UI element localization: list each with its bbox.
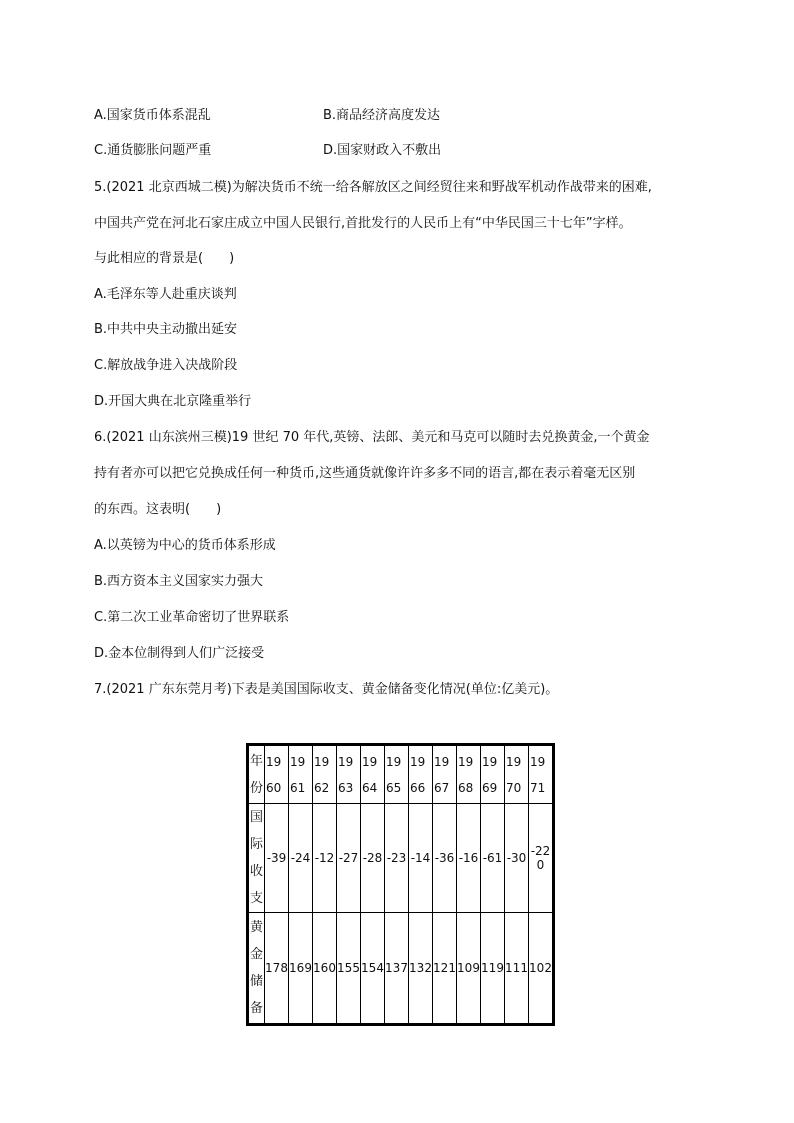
gold-cell: 137: [385, 913, 409, 1025]
balance-cell: -28: [361, 804, 385, 913]
balance-cell: -61: [481, 804, 505, 913]
q4-option-a: A.国家货币体系混乱: [94, 108, 211, 123]
q6-option-a: A.以英镑为中心的货币体系形成: [94, 538, 276, 553]
q6-stem-line2: 持有者亦可以把它兑换成任何一种货币,这些通货就像许许多多不同的语言,都在表示着毫无区别: [94, 466, 636, 481]
row-label-char: 储: [249, 974, 263, 989]
row-label-char: 支: [249, 891, 263, 906]
balance-cell: -16: [457, 804, 481, 913]
q7-stem-line1: 7.(2021 广东东莞月考)下表是美国国际收支、黄金储备变化情况(单位:亿美元)。: [94, 682, 559, 697]
year-cell: 1969: [481, 745, 505, 804]
row-label-balance: [248, 804, 265, 913]
year-cell: 1965: [385, 745, 409, 804]
balance-cell: -12: [313, 804, 337, 913]
year-cell: 1970: [505, 745, 529, 804]
q6-stem-line3: 的东西。这表明( ): [94, 502, 222, 517]
year-cell: 1971: [529, 745, 554, 804]
q6-option-c: C.第二次工业革命密切了世界联系: [94, 610, 290, 625]
gold-cell: 119: [481, 913, 505, 1025]
header-label-char: 份: [249, 780, 263, 796]
q5-option-a: A.毛泽东等人赴重庆谈判: [94, 287, 237, 302]
header-label-char: 年: [249, 753, 263, 769]
gold-cell: 155: [337, 913, 361, 1025]
year-cell: 1968: [457, 745, 481, 804]
q5-option-c: C.解放战争进入决战阶段: [94, 358, 238, 373]
q4-option-d: D.国家财政入不敷出: [323, 143, 442, 158]
table-header-row: [248, 745, 554, 804]
gold-cell: 102: [529, 913, 554, 1025]
q5-option-b: B.中共中央主动撤出延安: [94, 322, 238, 337]
gold-cell: 169: [289, 913, 313, 1025]
row-label-char: 黄: [249, 920, 263, 935]
year-cell: 1966: [409, 745, 433, 804]
gold-cell: 178: [265, 913, 289, 1025]
year-cell: 1960: [265, 745, 289, 804]
row-label-char: 备: [249, 1001, 263, 1016]
year-cell: 1964: [361, 745, 385, 804]
row-label-gold: [248, 913, 265, 1025]
row-label-char: 际: [249, 837, 263, 852]
q5-stem-line2: 中国共产党在河北石家庄成立中国人民银行,首批发行的人民币上有“中华民国三十七年”字样。: [94, 216, 632, 231]
q4-option-c: C.通货膨胀问题严重: [94, 143, 212, 158]
balance-cell: -220: [529, 804, 554, 913]
table-row-balance: [248, 804, 554, 913]
year-cell: 1963: [337, 745, 361, 804]
row-label-char: 收: [249, 864, 263, 879]
q6-option-d: D.金本位制得到人们广泛接受: [94, 646, 265, 661]
header-label-cell: [248, 745, 265, 804]
q5-stem-line3: 与此相应的背景是( ): [94, 251, 235, 266]
gold-cell: 160: [313, 913, 337, 1025]
gold-cell: 121: [433, 913, 457, 1025]
q4-option-b: B.商品经济高度发达: [323, 108, 441, 123]
balance-cell: -39: [265, 804, 289, 913]
q6-option-b: B.西方资本主义国家实力强大: [94, 574, 264, 589]
row-label-char: 国: [249, 810, 263, 825]
gold-cell: 111: [505, 913, 529, 1025]
balance-cell: -24: [289, 804, 313, 913]
q6-stem-line1: 6.(2021 山东滨州三模)19 世纪 70 年代,英镑、法郎、美元和马克可以随时去兑换黄金,一个黄金: [94, 430, 650, 445]
year-cell: 1967: [433, 745, 457, 804]
q5-stem-line1: 5.(2021 北京西城二模)为解决货币不统一给各解放区之间经贸往来和野战军机动作战带来的困难,: [94, 180, 652, 195]
q5-option-d: D.开国大典在北京隆重举行: [94, 394, 252, 409]
balance-cell: -30: [505, 804, 529, 913]
balance-cell: -14: [409, 804, 433, 913]
gold-cell: 132: [409, 913, 433, 1025]
year-cell: 1961: [289, 745, 313, 804]
gold-cell: 154: [361, 913, 385, 1025]
balance-cell: -27: [337, 804, 361, 913]
year-cell: 1962: [313, 745, 337, 804]
row-label-char: 金: [249, 947, 263, 962]
gold-cell: 109: [457, 913, 481, 1025]
balance-cell: -23: [385, 804, 409, 913]
balance-cell: -36: [433, 804, 457, 913]
balance-gold-table: [246, 743, 555, 1026]
table-row-gold: [248, 913, 554, 1025]
